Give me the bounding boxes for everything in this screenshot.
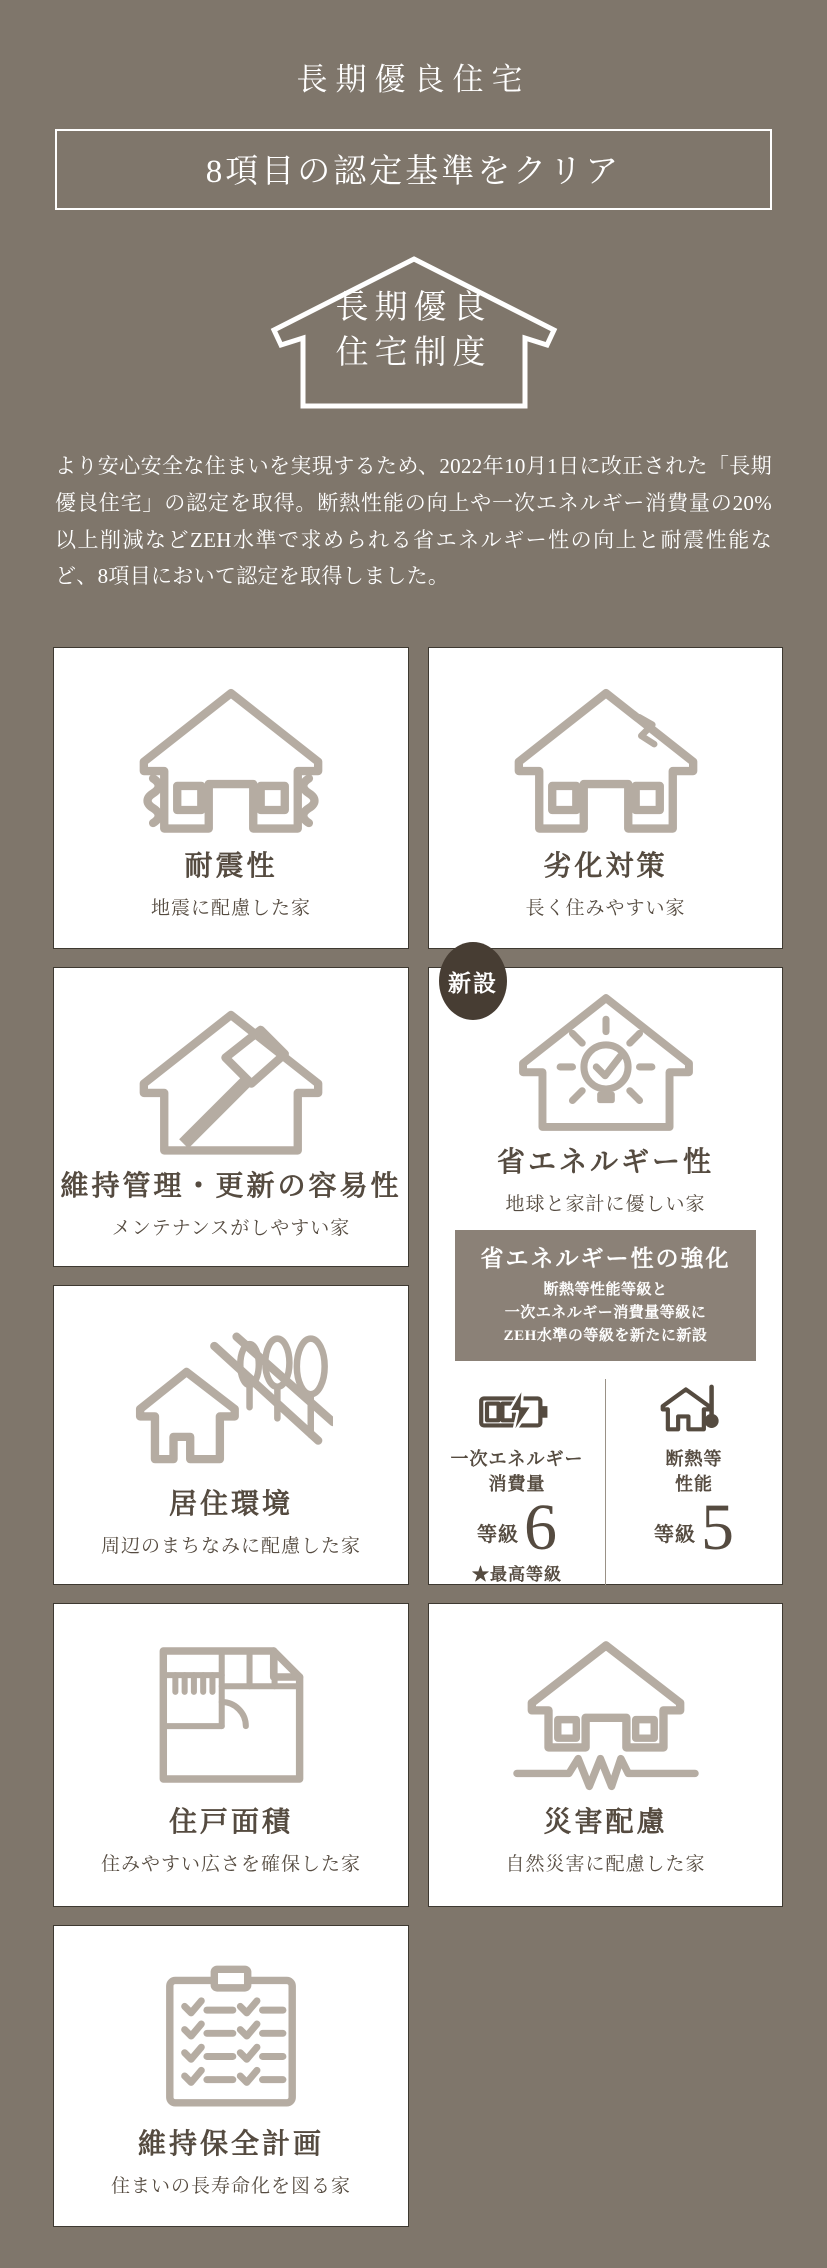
card-title: 災害配慮 bbox=[543, 1807, 668, 1838]
emblem-line-2: 住宅制度 bbox=[335, 333, 492, 370]
new-badge: 新設 bbox=[439, 942, 507, 1020]
card-title: 劣化対策 bbox=[543, 851, 668, 882]
clipboard-checklist-icon bbox=[129, 1958, 333, 2116]
criteria-banner bbox=[55, 129, 772, 210]
criteria-grid bbox=[53, 647, 783, 2227]
card-seismic bbox=[53, 647, 409, 949]
grade-label: 一次エネルギー 消費量 bbox=[450, 1449, 584, 1494]
grade-primary-energy bbox=[429, 1379, 605, 1585]
grade-label: 断熱等 性能 bbox=[665, 1449, 723, 1494]
card-subtitle: 地球と家計に優しい家 bbox=[505, 1193, 706, 1215]
grade-section bbox=[429, 1379, 782, 1585]
card-deterioration bbox=[428, 647, 783, 949]
long-term-housing-emblem bbox=[264, 254, 564, 412]
card-subtitle: 周辺のまちなみに配慮した家 bbox=[100, 1535, 361, 1557]
grade-number: 6 bbox=[524, 1491, 557, 1565]
card-subtitle: メンテナンスがしやすい家 bbox=[111, 1217, 351, 1239]
card-disaster bbox=[428, 1603, 783, 1907]
grade-value-row: 等級 6 bbox=[477, 1491, 557, 1565]
criteria-banner-label: 8項目の認定基準をクリア bbox=[205, 154, 622, 190]
floor-plan-icon bbox=[129, 1636, 333, 1794]
intro-paragraph: より安心安全な住まいを実現するため、2022年10月1日に改正された「長期優良住宅」の認定を取得。断熱性能の向上や一次エネルギー消費量の20%以上削減などZEH水準で求められる省エネルギー性の向上と耐震性能など、8項目において認定を取得しました。 bbox=[55, 454, 772, 589]
band-lines bbox=[455, 1279, 756, 1349]
page-title: 長期優良住宅 bbox=[296, 62, 531, 97]
band-line-3: ZEH水準の等級を新たに新設 bbox=[503, 1328, 708, 1345]
card-title: 住戸面積 bbox=[168, 1807, 293, 1838]
card-subtitle: 自然災害に配慮した家 bbox=[505, 1853, 706, 1875]
card-floor-area bbox=[53, 1603, 409, 1907]
card-subtitle: 地震に配慮した家 bbox=[150, 897, 311, 919]
card-title: 省エネルギー性 bbox=[496, 1147, 714, 1178]
energy-reinforcement-band bbox=[455, 1230, 756, 1362]
card-energy-saving bbox=[428, 967, 783, 1585]
house-bulb-icon bbox=[504, 984, 708, 1134]
highest-grade-note: ★最高等級 bbox=[472, 1565, 562, 1585]
band-heading: 省エネルギー性の強化 bbox=[480, 1245, 731, 1271]
house-quake-icon bbox=[129, 680, 333, 838]
house-trees-icon bbox=[129, 1318, 333, 1476]
card-subtitle: 住みやすい広さを確保した家 bbox=[100, 1853, 361, 1875]
card-title: 維持保全計画 bbox=[137, 2129, 324, 2160]
grade-value-row: 等級 5 bbox=[654, 1491, 734, 1565]
card-living-environment bbox=[53, 1285, 409, 1585]
house-hammer-icon bbox=[129, 1000, 333, 1158]
battery-bolt-icon bbox=[478, 1383, 555, 1437]
house-thermometer-icon bbox=[655, 1383, 732, 1437]
grade-number: 5 bbox=[701, 1491, 734, 1565]
house-zigzag-icon bbox=[504, 1636, 708, 1794]
card-title: 耐震性 bbox=[184, 851, 278, 882]
band-line-1: 断熱等性能等級と bbox=[543, 1281, 668, 1298]
emblem-text bbox=[264, 284, 564, 374]
card-subtitle: 住まいの長寿命化を図る家 bbox=[110, 2175, 351, 2197]
house-crack-icon bbox=[504, 680, 708, 838]
card-maintenance-plan bbox=[53, 1925, 409, 2227]
card-maintenance-ease bbox=[53, 967, 409, 1267]
card-subtitle: 長く住みやすい家 bbox=[525, 897, 686, 919]
card-title: 維持管理・更新の容易性 bbox=[60, 1171, 402, 1202]
emblem-line-1: 長期優良 bbox=[335, 288, 492, 325]
band-line-2: 一次エネルギー消費量等級に bbox=[504, 1304, 707, 1321]
card-title: 居住環境 bbox=[168, 1489, 293, 1520]
grade-insulation bbox=[605, 1379, 782, 1585]
